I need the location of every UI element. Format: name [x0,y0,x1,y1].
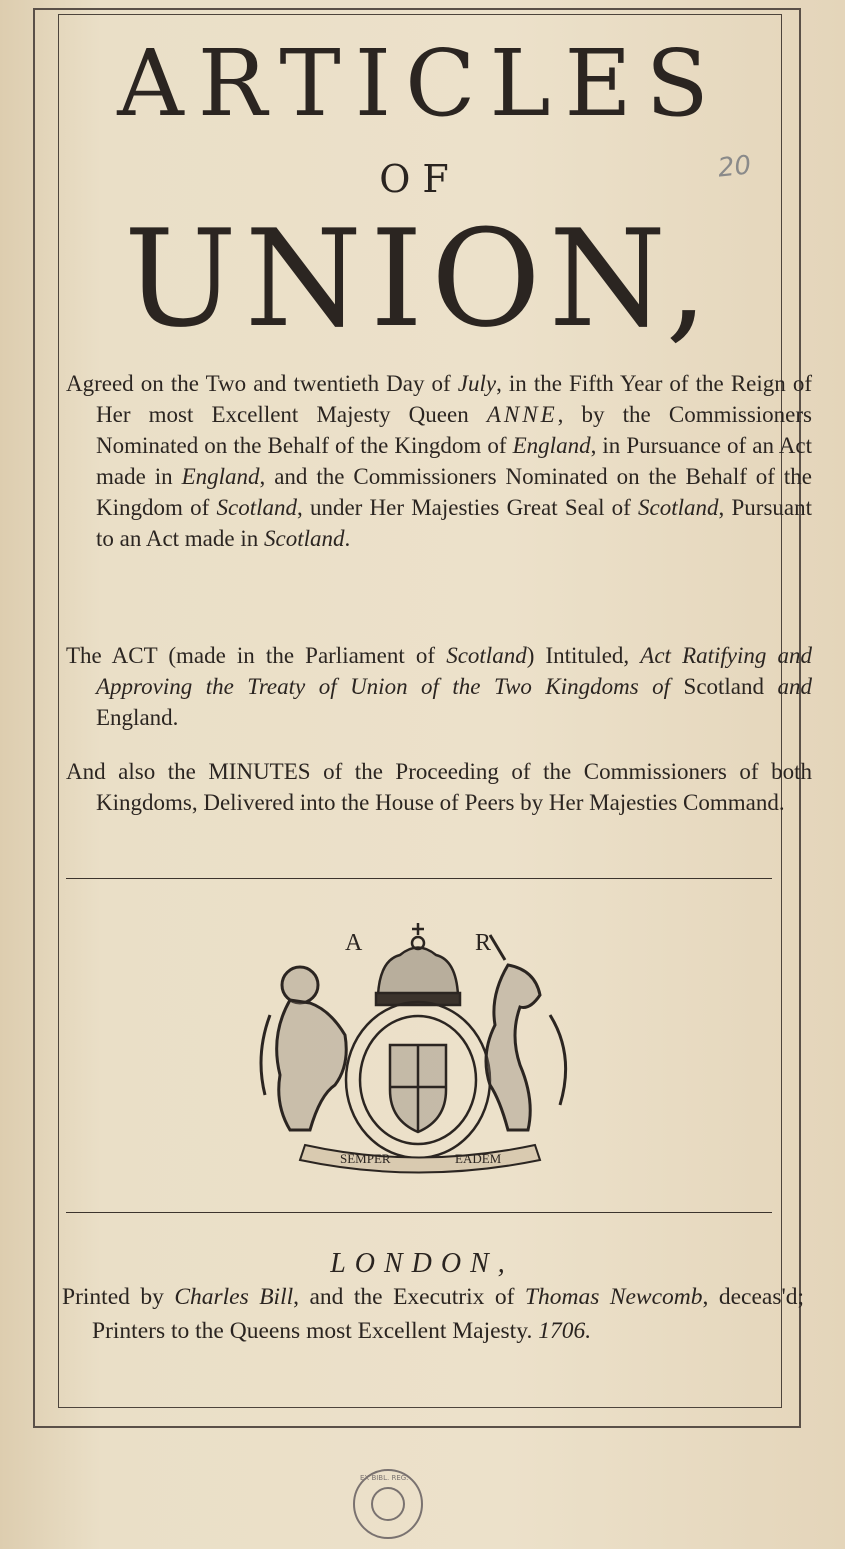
library-stamp [350,1466,426,1542]
library-stamp-text: EX BIBL. REG. [360,1474,409,1482]
crown-icon [376,923,460,1005]
imprint-text: Printed by Charles Bill, and the Executrix of Thomas Newcomb, deceas'd; Printers to the Queens most Excellent Majesty. 1706. [62,1284,804,1344]
lion-supporter-icon [261,967,346,1130]
imprint-city: LONDON, [330,1248,514,1279]
motto-semper: SEMPER [340,1151,391,1166]
title-articles: ARTICLES [117,30,723,137]
motto-ribbon [300,1145,540,1173]
royal-coat-of-arms [250,915,590,1185]
cypher-letter-a: A [345,930,363,956]
divider-rule-top [66,878,772,879]
pencil-annotation: 20 [716,150,753,184]
motto-eadem: EADEM [455,1151,502,1166]
title-union: UNION, [123,201,717,357]
unicorn-supporter-icon [486,935,566,1130]
act-paragraph: The ACT (made in the Parliament of Scotland) Intituled, Act Ratifying and Approving the Treaty of Union of the Two Kingdoms of Scotland and England. [66,643,813,730]
minutes-paragraph: And also the MINUTES of the Proceeding of the Commissioners of both Kingdoms, Delivered into the House of Peers by Her Majesties Command. [66,759,812,815]
agreement-paragraph: Agreed on the Two and twentieth Day of July, in the Fifth Year of the Reign of Her most Excellent Majesty Queen ANNE, by the Commissioners Nominated on the Behalf of the Kingdom of England, in Pursuance of an Act made in England, and the Commissioners Nominated on the Behalf of the Kingdom of Scotland, under Her Majesties Great Seal of Scotland, Pursuant to an Act made in Scotland. [66,371,813,551]
cypher-letter-r: R [475,930,492,956]
shield-icon [346,1002,490,1158]
divider-rule-bottom [66,1212,772,1213]
title-of: OF [379,157,461,201]
